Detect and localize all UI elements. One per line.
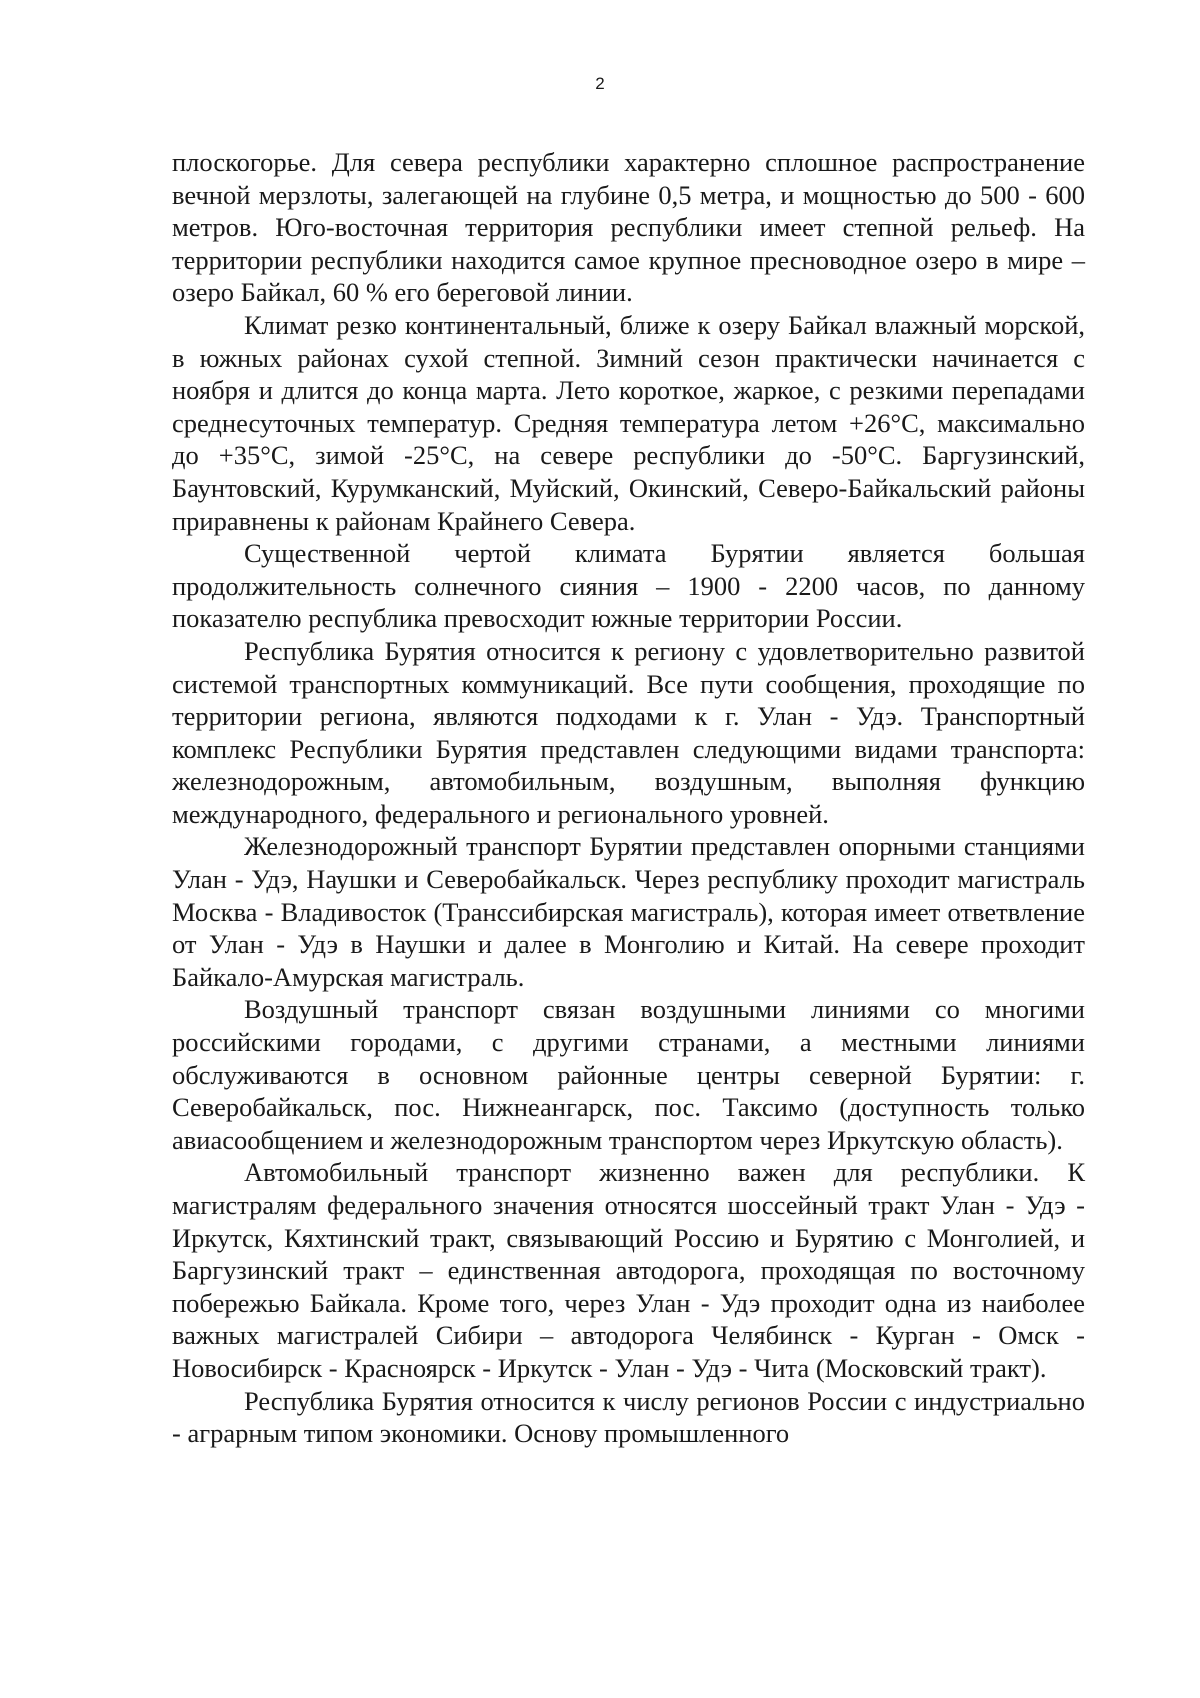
paragraph-air-transport: Воздушный транспорт связан воздушными линиями со многими российскими городами, с другими странами, а местными линиями обслуживаются в основном районные центры северной Бурятии: г. Северобайкальск, пос. Нижнеангарск, пос. Таксимо (доступность только авиасообщением и железнодорожным транспортом через Иркутскую область).	[172, 994, 1085, 1155]
document-body	[172, 146, 1085, 1450]
paragraph-relief-continued: плоскогорье. Для севера республики характерно сплошное распространение вечной мерзлоты, залегающей на глубине 0,5 метра, и мощностью до 500 - 600 метров. Юго-восточная территория республики имеет степной рельеф. На территории республики находится самое крупное пресноводное озеро в мире – озеро Байкал, 60 % его береговой линии.	[172, 147, 1085, 308]
paragraph-sunshine: Существенной чертой климата Бурятии является большая продолжительность солнечного сияния – 1900 - 2200 часов, по данному показателю республика превосходит южные территории России.	[172, 538, 1085, 634]
page-number: 2	[595, 74, 605, 93]
paragraph-economy: Республика Бурятия относится к числу регионов России с индустриально - аграрным типом экономики. Основу промышленного	[172, 1385, 1085, 1449]
paragraph-transport-overview: Республика Бурятия относится к региону с удовлетворительно развитой системой транспортных коммуникаций. Все пути сообщения, проходящие по территории региона, являются подходами к г. Улан - Удэ. Транспортный комплекс Республики Бурятия представлен следующими видами транспорта: железнодорожным, автомобильным, воздушным, выполняя функцию международного, федерального и регионального уровней.	[172, 635, 1085, 829]
paragraph-climate: Климат резко континентальный, ближе к озеру Байкал влажный морской, в южных районах сухой степной. Зимний сезон практически начинается с ноября и длится до конца марта. Лето короткое, жаркое, с резкими перепадами среднесуточных температур. Средняя температура летом +26°С, максимально до +35°С, зимой -25°С, на севере республики до -50°С. Баргузинский, Баунтовский, Курумканский, Муйский, Окинский, Северо-Байкальский районы приравнены к районам Крайнего Севера.	[172, 309, 1085, 536]
paragraph-road-transport: Автомобильный транспорт жизненно важен для республики. К магистралям федерального значения относятся шоссейный тракт Улан - Удэ - Иркутск, Кяхтинский тракт, связывающий Россию и Бурятию с Монголией, и Баргузинский тракт – единственная автодорога, проходящая по восточному побережью Байкала. Кроме того, через Улан - Удэ проходит одна из наиболее важных магистралей Сибири – автодорога Челябинск - Курган - Омск - Новосибирск - Красноярск - Иркутск - Улан - Удэ - Чита (Московский тракт).	[172, 1157, 1085, 1383]
paragraph-railway: Железнодорожный транспорт Бурятии представлен опорными станциями Улан - Удэ, Наушки и Северобайкальск. Через республику проходит магистраль Москва - Владивосток (Транссибирская магистраль), которая имеет ответвление от Улан - Удэ в Наушки и далее в Монголию и Китай. На севере проходит Байкало-Амурская магистраль.	[172, 831, 1085, 992]
